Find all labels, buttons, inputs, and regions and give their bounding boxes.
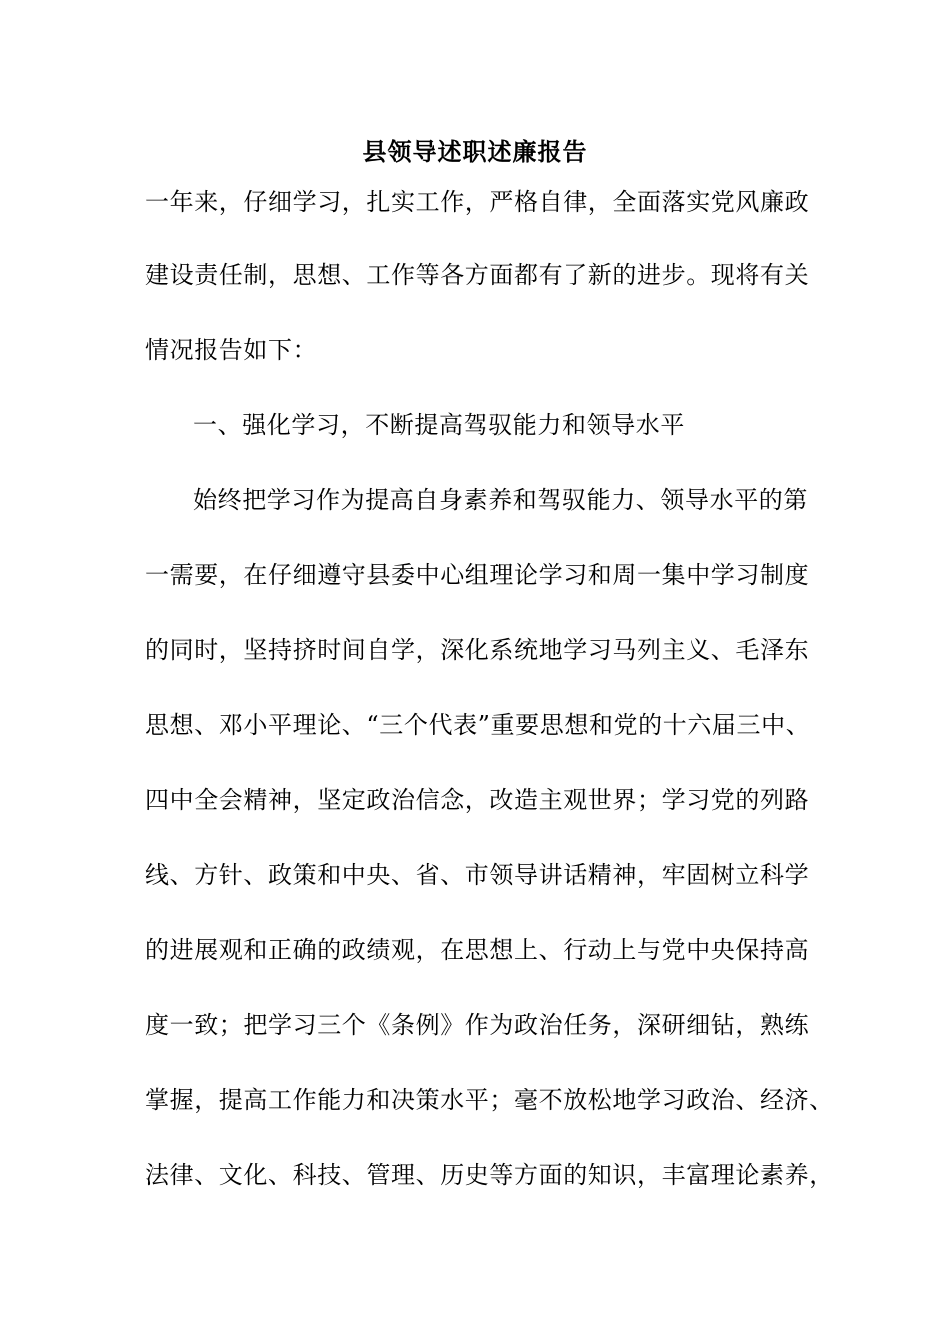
paragraph-line: 度一致；把学习三个《条例》作为政治任务，深研细钻，熟练 <box>145 1011 810 1039</box>
document-title: 县领导述职述廉报告 <box>362 137 588 166</box>
paragraph-line: 情况报告如下： <box>145 336 318 364</box>
paragraph-line: 线、方针、政策和中央、省、市领导讲话精神，牢固树立科学 <box>145 861 810 889</box>
paragraph-line: 四中全会精神，坚定政治信念，改造主观世界；学习党的列路 <box>145 786 810 814</box>
paragraph-line: 掌握，提高工作能力和决策水平；毫不放松地学习政治、经济、 <box>145 1086 834 1114</box>
paragraph-line: 的进展观和正确的政绩观，在思想上、行动上与党中央保持高 <box>145 936 810 964</box>
paragraph-line: 一需要，在仔细遵守县委中心组理论学习和周一集中学习制度 <box>145 561 810 589</box>
paragraph-line: 建设责任制，思想、工作等各方面都有了新的进步。现将有关 <box>145 261 810 289</box>
section-heading: 一、强化学习，不断提高驾驭能力和领导水平 <box>193 411 685 439</box>
paragraph-line: 思想、邓小平理论、“三个代表”重要思想和党的十六届三中、 <box>145 711 811 739</box>
paragraph-line: 始终把学习作为提高自身素养和驾驭能力、领导水平的第 <box>193 486 808 514</box>
paragraph-line: 的同时，坚持挤时间自学，深化系统地学习马列主义、毛泽东 <box>145 636 810 664</box>
paragraph-line: 法律、文化、科技、管理、历史等方面的知识，丰富理论素养， <box>145 1161 834 1189</box>
paragraph-line: 一年来，仔细学习，扎实工作，严格自律，全面落实党风廉政 <box>145 188 810 216</box>
